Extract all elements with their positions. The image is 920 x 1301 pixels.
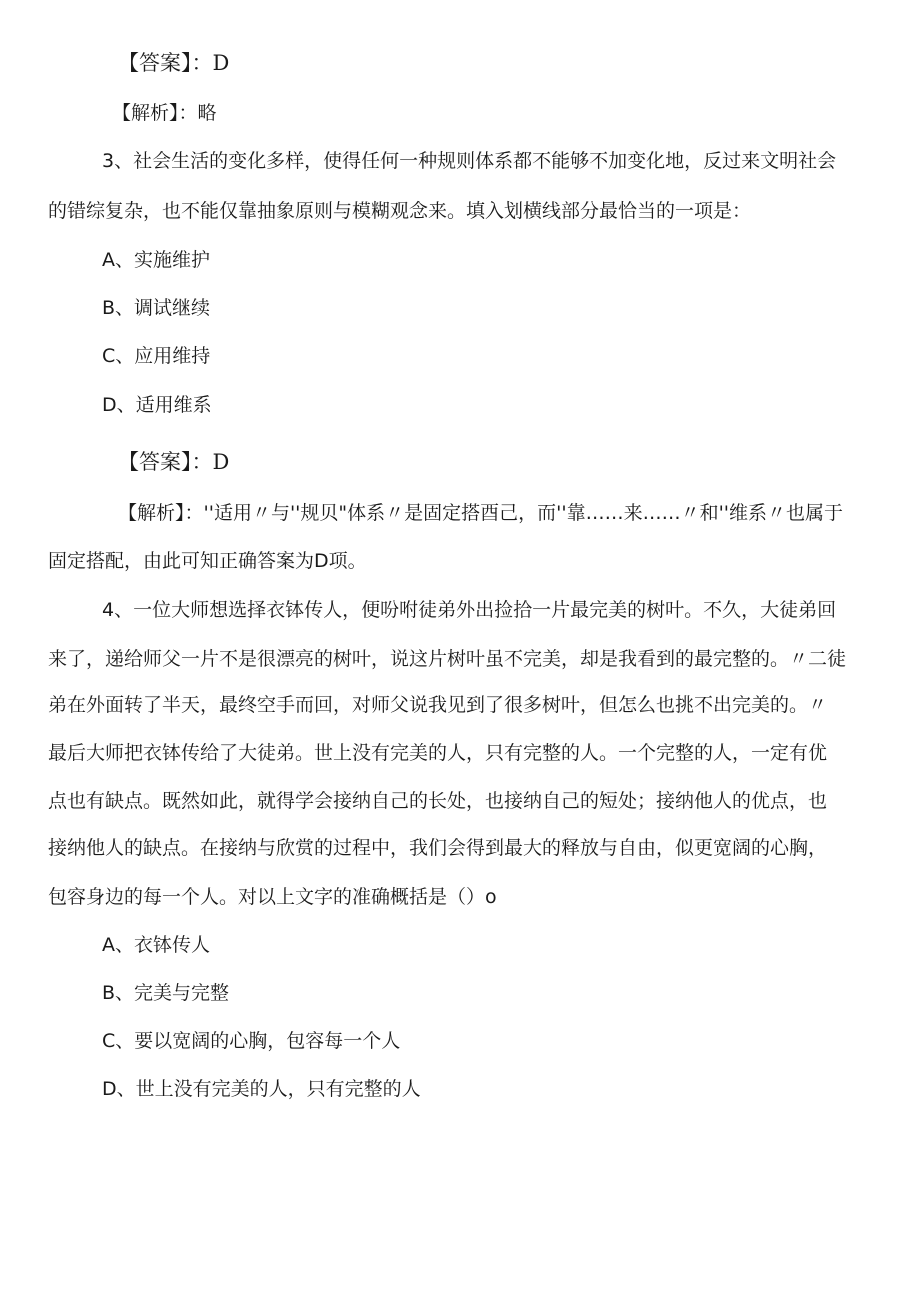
q3-stem-line-2: 的错综复杂，也不能仅靠抽象原则与模糊观念来。填入划横线部分最恰当的一项是： — [48, 200, 752, 222]
q3-stem-line-1: 3、社会生活的变化多样，使得任何一种规则体系都不能够不加变化地，反过来文明社会 — [102, 150, 837, 172]
q2-answer: 【答案】：D — [118, 51, 230, 75]
q4-stem-line-3: 弟在外面转了半天，最终空手而回，对师父说我见到了很多树叶，但怎么也挑不出完美的。〃 — [48, 694, 828, 716]
q4-stem-line-5: 点也有缺点。既然如此，就得学会接纳自己的长处，也接纳自己的短处；接纳他人的优点，也 — [48, 790, 828, 812]
q4-stem-line-2: 来了，递给师父一片不是很漂亮的树叶，说这片树叶虽不完美，却是我看到的最完整的。〃二徒 — [48, 648, 847, 670]
q3-option-b: B、调试继续 — [102, 297, 211, 319]
q4-option-d: D、世上没有完美的人，只有完整的人 — [102, 1078, 421, 1100]
q4-stem-line-7: 包容身边的每一个人。对以上文字的准确概括是（）o — [48, 886, 497, 908]
q3-answer: 【答案】：D — [118, 450, 230, 474]
q4-option-b: B、完美与完整 — [102, 982, 230, 1004]
q4-option-a: A、衣钵传人 — [102, 934, 210, 956]
q3-option-d: D、适用维系 — [102, 394, 212, 416]
q3-analysis-line-1: 【解析】：''适用〃与''规贝"体系〃是固定搭酉己，而''靠……来……〃和''维系〃也属于 — [118, 502, 844, 524]
q3-option-c: C、应用维持 — [102, 345, 211, 367]
q4-option-c: C、要以宽阔的心胸，包容每一个人 — [102, 1030, 401, 1052]
q4-stem-line-4: 最后大师把衣钵传给了大徒弟。世上没有完美的人，只有完整的人。一个完整的人，一定有优 — [48, 742, 828, 764]
q3-analysis-line-2: 固定搭配，由此可知正确答案为D项。 — [48, 550, 367, 572]
q4-stem-line-6: 接纳他人的缺点。在接纳与欣赏的过程中，我们会得到最大的释放与自由，似更宽阔的心胸， — [48, 837, 828, 859]
q3-option-a: A、实施维护 — [102, 249, 210, 271]
q4-stem-line-1: 4、一位大师想选择衣钵传人，便吩咐徒弟外出捡拾一片最完美的树叶。不久，大徒弟回 — [102, 599, 837, 621]
q2-analysis: 【解析】：略 — [112, 102, 217, 124]
